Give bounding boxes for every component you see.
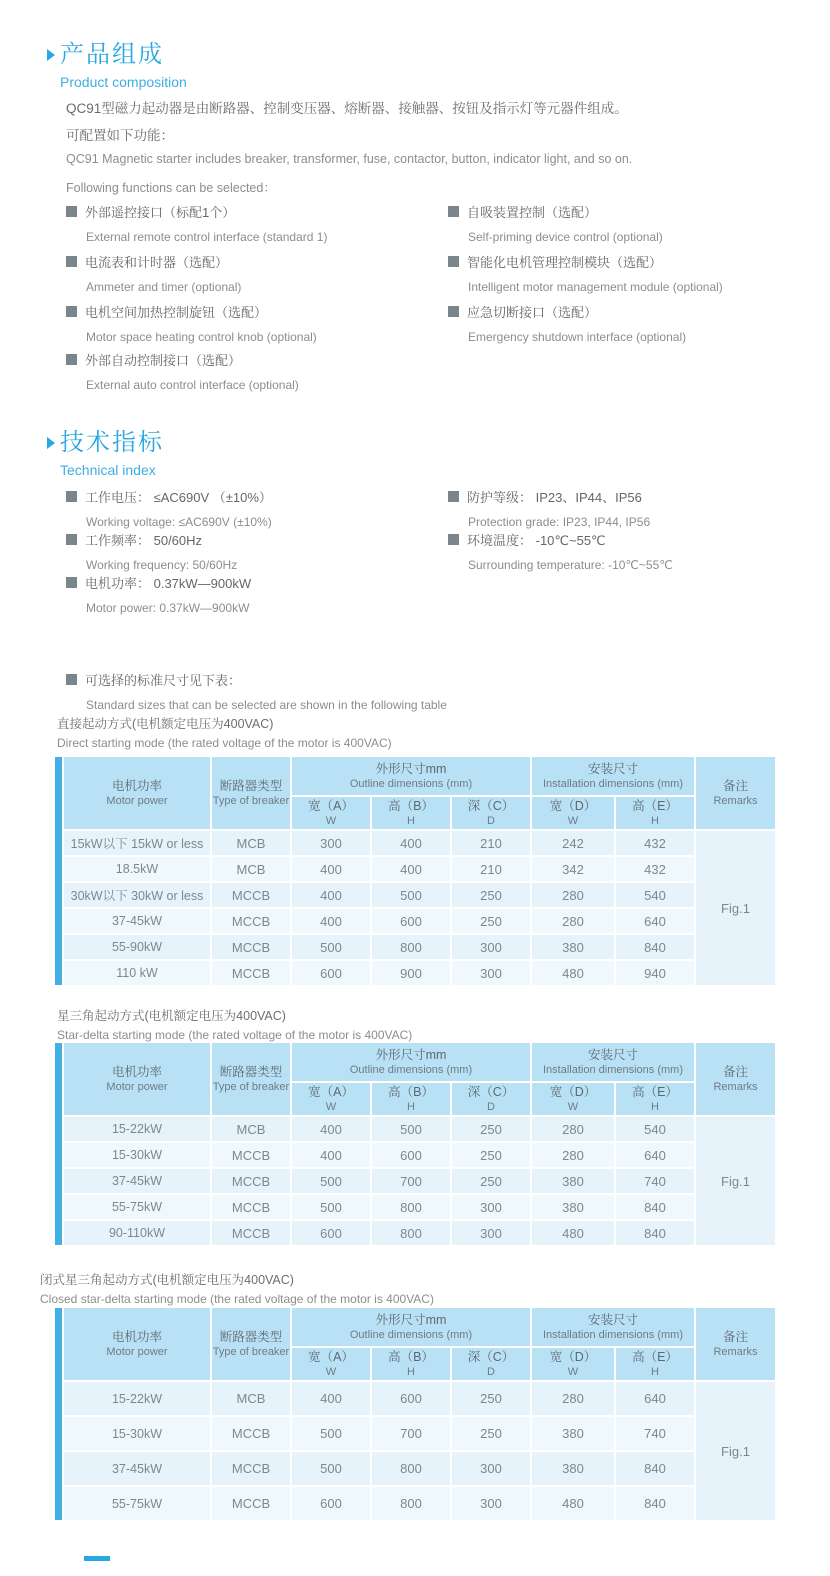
spec-zh: 工作电压： ≤AC690V （±10%） bbox=[85, 490, 272, 505]
cell-height-e: 940 bbox=[616, 961, 694, 985]
header-motor-power: 电机功率 Motor power bbox=[64, 757, 210, 829]
spec-item bbox=[66, 487, 272, 529]
feature-en: Intelligent motor management module (optional) bbox=[468, 280, 723, 294]
square-bullet-icon bbox=[66, 206, 77, 217]
cell-motor-power: 15kW以下 15kW or less bbox=[64, 831, 210, 855]
cell-width-d: 242 bbox=[532, 831, 614, 855]
cell-height-e: 740 bbox=[616, 1169, 694, 1193]
table-grid bbox=[64, 757, 775, 985]
feature-zh: 电机空间加热控制旋钮（选配） bbox=[85, 305, 268, 320]
feature-item bbox=[448, 202, 663, 244]
square-bullet-icon bbox=[66, 577, 77, 588]
table-grid bbox=[64, 1043, 775, 1245]
square-bullet-icon bbox=[66, 306, 77, 317]
cell-breaker-type: MCCB bbox=[212, 935, 290, 959]
feature-item bbox=[66, 202, 327, 244]
spec-en: Surrounding temperature: -10℃~55℃ bbox=[468, 558, 673, 572]
spec-item bbox=[448, 530, 673, 572]
cell-height-b: 800 bbox=[372, 1195, 450, 1219]
caption-zh: 星三角起动方式(电机额定电压为400VAC) bbox=[57, 1009, 286, 1023]
page-footer-mark bbox=[84, 1556, 110, 1561]
feature-en: External auto control interface (optional) bbox=[86, 378, 299, 392]
cell-height-e: 432 bbox=[616, 831, 694, 855]
cell-depth-c: 300 bbox=[452, 1221, 530, 1245]
table-accent-bar bbox=[55, 1043, 62, 1245]
subheader-height-e: 高（E） H bbox=[616, 797, 694, 829]
subheader-height-e: 高（E） H bbox=[616, 1348, 694, 1380]
feature-zh: 外部自动控制接口（选配） bbox=[85, 353, 242, 368]
table-grid bbox=[64, 1308, 775, 1520]
cell-width-a: 400 bbox=[292, 1143, 370, 1167]
cell-motor-power: 37-45kW bbox=[64, 1452, 210, 1485]
cell-height-e: 640 bbox=[616, 1382, 694, 1415]
intro-paragraph-zh-2: 可配置如下功能： bbox=[66, 128, 174, 143]
subheader-height-e: 高（E） H bbox=[616, 1083, 694, 1115]
cell-width-a: 400 bbox=[292, 1382, 370, 1415]
subheader-width-a: 宽（A） W bbox=[292, 797, 370, 829]
intro-paragraph-en-1: QC91 Magnetic starter includes breaker, transformer, fuse, contactor, button, indicator light, and so on. bbox=[66, 152, 633, 166]
subheader-depth-c: 深（C） D bbox=[452, 1348, 530, 1380]
square-bullet-icon bbox=[448, 256, 459, 267]
table-accent-bar bbox=[55, 1308, 62, 1520]
cell-height-b: 700 bbox=[372, 1417, 450, 1450]
cell-width-d: 280 bbox=[532, 1382, 614, 1415]
subheader-width-d: 宽（D） W bbox=[532, 797, 614, 829]
cell-motor-power: 90-110kW bbox=[64, 1221, 210, 1245]
cell-depth-c: 250 bbox=[452, 1169, 530, 1193]
cell-motor-power: 15-22kW bbox=[64, 1117, 210, 1141]
cell-height-b: 500 bbox=[372, 1117, 450, 1141]
feature-zh: 外部遥控接口（标配1个） bbox=[85, 205, 236, 220]
cell-depth-c: 300 bbox=[452, 961, 530, 985]
section-technical-index-title bbox=[60, 430, 164, 478]
cell-height-e: 840 bbox=[616, 1452, 694, 1485]
subheader-width-a: 宽（A） W bbox=[292, 1348, 370, 1380]
remarks-cell: Fig.1 bbox=[696, 1382, 775, 1520]
cell-depth-c: 250 bbox=[452, 909, 530, 933]
cell-height-e: 840 bbox=[616, 1487, 694, 1520]
caption-zh: 闭式星三角起动方式(电机额定电压为400VAC) bbox=[40, 1273, 294, 1287]
square-bullet-icon bbox=[448, 306, 459, 317]
cell-depth-c: 250 bbox=[452, 1382, 530, 1415]
cell-depth-c: 250 bbox=[452, 883, 530, 907]
spec-en: Protection grade: IP23, IP44, IP56 bbox=[468, 515, 651, 529]
cell-height-e: 840 bbox=[616, 1221, 694, 1245]
cell-height-b: 700 bbox=[372, 1169, 450, 1193]
header-installation-dimensions: 安装尺寸 Installation dimensions (mm) bbox=[532, 1043, 694, 1081]
table-caption-direct-starting bbox=[57, 714, 392, 750]
header-motor-power: 电机功率 Motor power bbox=[64, 1308, 210, 1380]
section-title-zh: 产品组成 bbox=[60, 41, 164, 68]
square-bullet-icon bbox=[66, 534, 77, 545]
cell-depth-c: 250 bbox=[452, 1417, 530, 1450]
cell-breaker-type: MCCB bbox=[212, 1169, 290, 1193]
caption-zh: 直接起动方式(电机额定电压为400VAC) bbox=[57, 717, 274, 731]
triangle-bullet-icon bbox=[47, 49, 55, 61]
cell-breaker-type: MCCB bbox=[212, 1417, 290, 1450]
cell-height-e: 840 bbox=[616, 935, 694, 959]
cell-breaker-type: MCB bbox=[212, 1117, 290, 1141]
section-product-composition-title bbox=[60, 42, 187, 90]
cell-height-b: 600 bbox=[372, 1382, 450, 1415]
cell-breaker-type: MCCB bbox=[212, 1143, 290, 1167]
intro-paragraph-en-2: Following functions can be selected： bbox=[66, 181, 276, 195]
cell-motor-power: 55-90kW bbox=[64, 935, 210, 959]
subheader-width-d: 宽（D） W bbox=[532, 1083, 614, 1115]
cell-height-e: 432 bbox=[616, 857, 694, 881]
note-zh: 可选择的标准尺寸见下表： bbox=[85, 673, 242, 688]
cell-width-d: 380 bbox=[532, 1452, 614, 1485]
header-breaker-type: 断路器类型 Type of breaker bbox=[212, 1308, 290, 1380]
table-caption-closed-star-delta bbox=[40, 1270, 434, 1306]
cell-width-a: 600 bbox=[292, 1487, 370, 1520]
feature-en: Motor space heating control knob (optional) bbox=[86, 330, 317, 344]
feature-en: Self-priming device control (optional) bbox=[468, 230, 663, 244]
cell-width-a: 400 bbox=[292, 883, 370, 907]
note-en: Standard sizes that can be selected are shown in the following table bbox=[86, 698, 447, 712]
caption-en: Closed star-delta starting mode (the rated voltage of the motor is 400VAC) bbox=[40, 1292, 434, 1306]
cell-width-d: 342 bbox=[532, 857, 614, 881]
feature-zh: 智能化电机管理控制模块（选配） bbox=[467, 255, 663, 270]
closed-star-delta-table bbox=[55, 1308, 775, 1520]
header-breaker-type: 断路器类型 Type of breaker bbox=[212, 1043, 290, 1115]
feature-zh: 应急切断接口（选配） bbox=[467, 305, 598, 320]
square-bullet-icon bbox=[66, 256, 77, 267]
cell-width-a: 500 bbox=[292, 1417, 370, 1450]
cell-height-b: 500 bbox=[372, 883, 450, 907]
square-bullet-icon bbox=[66, 354, 77, 365]
spec-zh: 环境温度： -10℃~55℃ bbox=[467, 533, 606, 548]
cell-height-b: 800 bbox=[372, 1487, 450, 1520]
feature-en: Ammeter and timer (optional) bbox=[86, 280, 242, 294]
section-title-en: Technical index bbox=[60, 462, 156, 479]
cell-height-b: 900 bbox=[372, 961, 450, 985]
standard-sizes-note bbox=[66, 670, 447, 712]
square-bullet-icon bbox=[66, 674, 77, 685]
cell-height-e: 540 bbox=[616, 883, 694, 907]
feature-item bbox=[66, 350, 299, 392]
cell-width-d: 480 bbox=[532, 1487, 614, 1520]
cell-height-e: 640 bbox=[616, 909, 694, 933]
feature-item bbox=[448, 302, 686, 344]
cell-breaker-type: MCCB bbox=[212, 1452, 290, 1485]
header-installation-dimensions: 安装尺寸 Installation dimensions (mm) bbox=[532, 1308, 694, 1346]
section-title-en: Product composition bbox=[60, 74, 187, 91]
cell-breaker-type: MCCB bbox=[212, 909, 290, 933]
feature-en: External remote control interface (standard 1) bbox=[86, 230, 328, 244]
cell-depth-c: 210 bbox=[452, 857, 530, 881]
cell-depth-c: 300 bbox=[452, 935, 530, 959]
feature-item bbox=[66, 252, 241, 294]
header-motor-power: 电机功率 Motor power bbox=[64, 1043, 210, 1115]
cell-breaker-type: MCCB bbox=[212, 1195, 290, 1219]
remarks-cell: Fig.1 bbox=[696, 1117, 775, 1245]
square-bullet-icon bbox=[448, 206, 459, 217]
header-breaker-type: 断路器类型 Type of breaker bbox=[212, 757, 290, 829]
cell-depth-c: 250 bbox=[452, 1143, 530, 1167]
cell-motor-power: 37-45kW bbox=[64, 1169, 210, 1193]
cell-motor-power: 15-22kW bbox=[64, 1382, 210, 1415]
star-delta-table bbox=[55, 1043, 775, 1245]
spec-en: Working voltage: ≤AC690V (±10%) bbox=[86, 515, 272, 529]
header-outline-dimensions: 外形尺寸mm Outline dimensions (mm) bbox=[292, 1308, 530, 1346]
cell-height-e: 740 bbox=[616, 1417, 694, 1450]
spec-zh: 电机功率： 0.37kW—900kW bbox=[85, 576, 252, 591]
subheader-height-b: 高（B） H bbox=[372, 1083, 450, 1115]
cell-width-a: 300 bbox=[292, 831, 370, 855]
caption-en: Direct starting mode (the rated voltage of the motor is 400VAC) bbox=[57, 736, 392, 750]
header-outline-dimensions: 外形尺寸mm Outline dimensions (mm) bbox=[292, 757, 530, 795]
subheader-depth-c: 深（C） D bbox=[452, 797, 530, 829]
cell-depth-c: 300 bbox=[452, 1195, 530, 1219]
feature-en: Emergency shutdown interface (optional) bbox=[468, 330, 687, 344]
spec-item bbox=[448, 487, 650, 529]
subheader-depth-c: 深（C） D bbox=[452, 1083, 530, 1115]
header-installation-dimensions: 安装尺寸 Installation dimensions (mm) bbox=[532, 757, 694, 795]
cell-height-b: 800 bbox=[372, 935, 450, 959]
header-remarks: 备注 Remarks bbox=[696, 757, 775, 829]
cell-motor-power: 37-45kW bbox=[64, 909, 210, 933]
section-title-zh: 技术指标 bbox=[60, 429, 164, 456]
spec-zh: 防护等级： IP23、IP44、IP56 bbox=[467, 490, 642, 505]
cell-width-d: 480 bbox=[532, 961, 614, 985]
table-accent-bar bbox=[55, 757, 62, 985]
cell-breaker-type: MCCB bbox=[212, 961, 290, 985]
cell-width-d: 280 bbox=[532, 883, 614, 907]
cell-width-d: 280 bbox=[532, 909, 614, 933]
header-remarks: 备注 Remarks bbox=[696, 1043, 775, 1115]
cell-width-a: 400 bbox=[292, 857, 370, 881]
feature-item bbox=[448, 252, 723, 294]
cell-width-a: 400 bbox=[292, 909, 370, 933]
cell-height-e: 840 bbox=[616, 1195, 694, 1219]
cell-width-d: 380 bbox=[532, 1169, 614, 1193]
cell-width-d: 380 bbox=[532, 935, 614, 959]
cell-motor-power: 110 kW bbox=[64, 961, 210, 985]
spec-item bbox=[66, 573, 251, 615]
cell-breaker-type: MCB bbox=[212, 857, 290, 881]
feature-zh: 电流表和计时器（选配） bbox=[85, 255, 229, 270]
square-bullet-icon bbox=[66, 491, 77, 502]
intro-paragraph-zh-1: QC91型磁力起动器是由断路器、控制变压器、熔断器、接触器、按钮及指示灯等元器件组成。 bbox=[66, 101, 628, 116]
spec-zh: 工作频率： 50/60Hz bbox=[85, 533, 203, 548]
cell-height-b: 600 bbox=[372, 1143, 450, 1167]
table-caption-star-delta bbox=[57, 1006, 412, 1042]
cell-width-d: 380 bbox=[532, 1417, 614, 1450]
cell-width-d: 380 bbox=[532, 1195, 614, 1219]
cell-depth-c: 300 bbox=[452, 1452, 530, 1485]
cell-breaker-type: MCB bbox=[212, 831, 290, 855]
cell-width-d: 280 bbox=[532, 1117, 614, 1141]
caption-en: Star-delta starting mode (the rated voltage of the motor is 400VAC) bbox=[57, 1028, 413, 1042]
cell-motor-power: 30kW以下 30kW or less bbox=[64, 883, 210, 907]
cell-motor-power: 15-30kW bbox=[64, 1143, 210, 1167]
cell-breaker-type: MCCB bbox=[212, 1487, 290, 1520]
cell-breaker-type: MCB bbox=[212, 1382, 290, 1415]
subheader-width-d: 宽（D） W bbox=[532, 1348, 614, 1380]
cell-depth-c: 250 bbox=[452, 1117, 530, 1141]
cell-width-a: 500 bbox=[292, 1195, 370, 1219]
feature-zh: 自吸装置控制（选配） bbox=[467, 205, 598, 220]
cell-width-a: 500 bbox=[292, 1169, 370, 1193]
header-remarks: 备注 Remarks bbox=[696, 1308, 775, 1380]
cell-motor-power: 55-75kW bbox=[64, 1487, 210, 1520]
spec-item bbox=[66, 530, 237, 572]
cell-height-e: 640 bbox=[616, 1143, 694, 1167]
cell-height-b: 800 bbox=[372, 1452, 450, 1485]
square-bullet-icon bbox=[448, 491, 459, 502]
cell-width-a: 600 bbox=[292, 1221, 370, 1245]
header-outline-dimensions: 外形尺寸mm Outline dimensions (mm) bbox=[292, 1043, 530, 1081]
cell-breaker-type: MCCB bbox=[212, 1221, 290, 1245]
cell-motor-power: 18.5kW bbox=[64, 857, 210, 881]
cell-width-a: 500 bbox=[292, 935, 370, 959]
cell-height-e: 540 bbox=[616, 1117, 694, 1141]
cell-depth-c: 300 bbox=[452, 1487, 530, 1520]
cell-motor-power: 55-75kW bbox=[64, 1195, 210, 1219]
cell-width-a: 500 bbox=[292, 1452, 370, 1485]
cell-height-b: 400 bbox=[372, 857, 450, 881]
cell-width-d: 480 bbox=[532, 1221, 614, 1245]
subheader-width-a: 宽（A） W bbox=[292, 1083, 370, 1115]
cell-depth-c: 210 bbox=[452, 831, 530, 855]
triangle-bullet-icon bbox=[47, 437, 55, 449]
spec-en: Working frequency: 50/60Hz bbox=[86, 558, 238, 572]
subheader-height-b: 高（B） H bbox=[372, 1348, 450, 1380]
remarks-cell: Fig.1 bbox=[696, 831, 775, 985]
square-bullet-icon bbox=[448, 534, 459, 545]
spec-en: Motor power: 0.37kW—900kW bbox=[86, 601, 250, 615]
cell-width-a: 400 bbox=[292, 1117, 370, 1141]
cell-width-a: 600 bbox=[292, 961, 370, 985]
cell-width-d: 280 bbox=[532, 1143, 614, 1167]
direct-starting-table bbox=[55, 757, 775, 985]
subheader-height-b: 高（B） H bbox=[372, 797, 450, 829]
cell-breaker-type: MCCB bbox=[212, 883, 290, 907]
cell-height-b: 400 bbox=[372, 831, 450, 855]
cell-height-b: 800 bbox=[372, 1221, 450, 1245]
feature-item bbox=[66, 302, 317, 344]
cell-motor-power: 15-30kW bbox=[64, 1417, 210, 1450]
cell-height-b: 600 bbox=[372, 909, 450, 933]
